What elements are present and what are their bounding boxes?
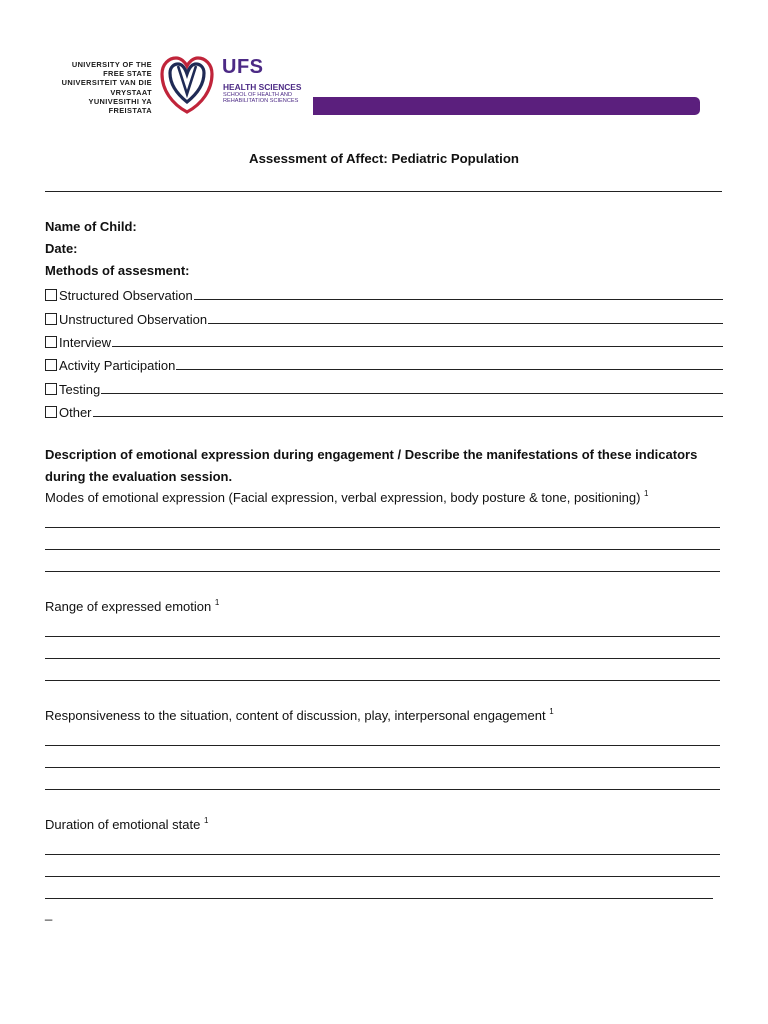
fill-in-line[interactable] xyxy=(112,346,723,347)
method-label: Interview xyxy=(59,335,112,350)
answer-line[interactable] xyxy=(45,854,720,855)
fill-in-line[interactable] xyxy=(93,416,723,417)
answer-line[interactable] xyxy=(45,789,720,790)
method-label: Other xyxy=(59,405,92,420)
trailing-underscore: _ xyxy=(45,906,53,921)
checkbox[interactable] xyxy=(45,383,57,395)
methods-label: Methods of assesment: xyxy=(45,263,190,278)
title-divider xyxy=(45,191,722,192)
method-row-activity-participation xyxy=(45,355,723,373)
footnote-marker: 1 xyxy=(644,489,649,498)
description-heading: Description of emotional expression during engagement / Describe the manifestations of these indicators during the evaluation session. xyxy=(45,447,698,484)
school-line: REHABILITATION SCIENCES xyxy=(223,98,299,105)
method-label: Unstructured Observation xyxy=(59,312,208,327)
answer-line[interactable] xyxy=(45,767,720,768)
answer-line[interactable] xyxy=(45,680,720,681)
school-line: SCHOOL OF HEALTH AND xyxy=(223,92,293,98)
fill-in-line[interactable] xyxy=(194,299,723,300)
method-label: Testing xyxy=(59,382,101,397)
question-text: Duration of emotional state xyxy=(45,817,204,832)
checkbox[interactable] xyxy=(45,336,57,348)
method-row-interview xyxy=(45,332,723,350)
brand-title: UFS xyxy=(222,56,264,78)
date-label: Date: xyxy=(45,241,78,256)
document-title: Assessment of Affect: Pediatric Population xyxy=(249,151,519,166)
university-line: UNIVERSITY OF THE xyxy=(71,60,152,69)
checkbox[interactable] xyxy=(45,289,57,301)
answer-line[interactable] xyxy=(45,745,720,746)
fill-in-line[interactable] xyxy=(208,323,723,324)
checkbox[interactable] xyxy=(45,313,57,325)
university-line: FREISTATA xyxy=(108,106,152,116)
school-name xyxy=(223,92,298,105)
answer-line[interactable] xyxy=(45,571,720,572)
university-line: UNIVERSITEIT VAN DIE xyxy=(61,78,152,88)
question-responsiveness xyxy=(45,708,554,723)
checkbox[interactable] xyxy=(45,359,57,371)
footnote-marker: 1 xyxy=(203,816,209,825)
method-row-unstructured-observation xyxy=(45,309,723,327)
university-line: FREE STATE xyxy=(103,69,152,79)
answer-line[interactable] xyxy=(45,898,713,899)
method-row-other xyxy=(45,402,723,420)
name-of-child-label: Name of Child: xyxy=(45,219,137,234)
answer-line[interactable] xyxy=(45,658,720,659)
university-line: VRYSTAAT xyxy=(110,87,152,97)
header-accent-bar xyxy=(313,97,700,115)
question-range-of-emotion xyxy=(45,599,219,614)
method-row-structured-observation xyxy=(45,285,723,303)
footnote-marker: 1 xyxy=(549,707,554,716)
question-text: Responsiveness to the situation, content of discussion, play, interpersonal engagement xyxy=(45,708,550,723)
method-label: Structured Observation xyxy=(59,288,193,303)
faculty-name: HEALTH SCIENCES xyxy=(223,82,302,92)
ufs-shield-logo-icon xyxy=(158,54,216,116)
answer-line[interactable] xyxy=(45,636,720,637)
answer-line[interactable] xyxy=(45,527,720,528)
method-row-testing xyxy=(45,379,723,397)
university-name-block xyxy=(40,60,152,115)
question-text: Modes of emotional expression (Facial expression, verbal expression, body posture & tone, positioning) xyxy=(45,490,645,505)
checkbox[interactable] xyxy=(45,406,57,418)
answer-line[interactable] xyxy=(45,876,720,877)
question-duration xyxy=(45,817,208,832)
answer-line[interactable] xyxy=(45,549,720,550)
fill-in-line[interactable] xyxy=(101,393,723,394)
footnote-marker: 1 xyxy=(214,598,220,607)
university-line: YUNIVESITHI YA xyxy=(88,96,152,106)
method-label: Activity Participation xyxy=(59,358,176,373)
question-text: Range of expressed emotion xyxy=(45,599,215,614)
question-modes-of-expression xyxy=(45,490,649,505)
fill-in-line[interactable] xyxy=(176,369,723,370)
